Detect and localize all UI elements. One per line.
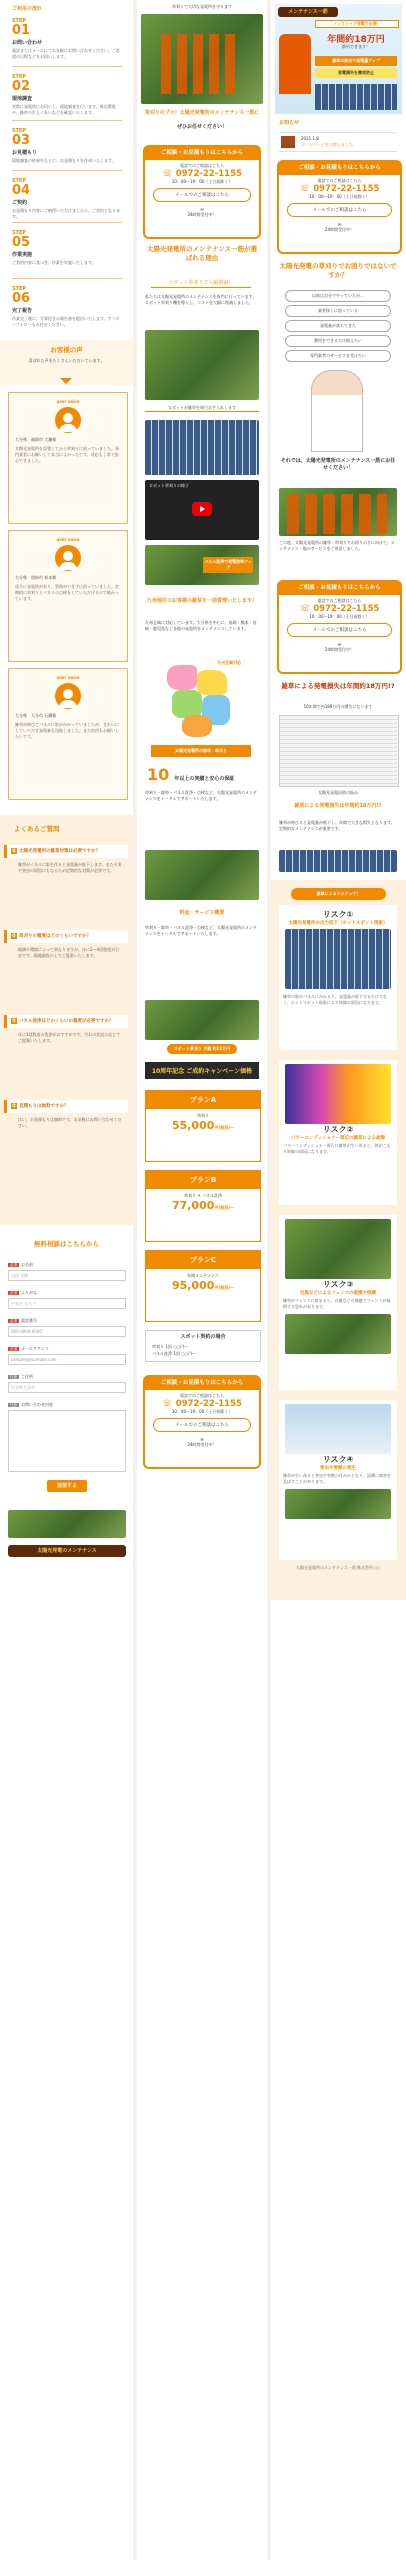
voice-name: 大分県 福岡市 大瀬様: [15, 437, 57, 442]
risk-heading: 雑草によるリスクって？: [291, 888, 386, 900]
tel-hours: 10：00〜19：00（土日祝除く）: [309, 614, 370, 619]
contact-box: [143, 145, 261, 239]
divider: [12, 278, 122, 279]
name-field[interactable]: [8, 1262, 126, 1281]
mail-icon: ✉: [337, 642, 342, 647]
risk-sub: 太陽光発電所の出力低下（ホットスポット現象）: [288, 921, 388, 926]
user-icon: [55, 407, 81, 433]
tel-label: 電話でのご相談はこちら: [317, 598, 362, 603]
voice-head: user voice: [56, 399, 80, 404]
worried-person-illustration: [311, 370, 363, 452]
mail-button[interactable]: メールでのご相談はこちら: [153, 1418, 251, 1432]
voice-head: user voice: [56, 675, 80, 680]
mail-icon: ✉: [337, 222, 342, 227]
column-hero-risks: [271, 0, 406, 2560]
news-article-title: 雑草による発電損失は年間約18万円!?: [281, 682, 395, 690]
contact-box-2: [277, 580, 402, 674]
phone-icon: ☏: [299, 604, 311, 614]
why-title: 太陽光発電所のメンテナンス一筋が選ばれる理由: [147, 245, 257, 262]
required-badge: 必須: [10, 1319, 17, 1323]
step-label: STEP: [12, 286, 27, 292]
faq-item[interactable]: [4, 1100, 128, 1133]
faq-answer: 地域や環境によって異なりますが、年に2〜4回程度が目安です。現地調査の上でご提案いたします。: [18, 947, 120, 958]
site-logo[interactable]: 太陽光発電のメンテナンス: [8, 1545, 126, 1557]
panel-caption: パネル洗浄で発電効率アップ: [203, 557, 253, 573]
newspaper-clipping: [279, 715, 399, 787]
risk-text: パワーコンディショナー周辺に雑草が生い茂ると、熱がこもり故障の原因になります。: [283, 1143, 391, 1154]
field-label: メールアドレス: [21, 1346, 49, 1351]
why-badge: ロボット草刈りで大幅削減！: [151, 280, 251, 288]
hero-badge: ノンストップ発電でお得！: [315, 20, 399, 28]
divider: [12, 170, 122, 171]
site-logo[interactable]: メンテナンス一筋: [278, 7, 338, 17]
optional-badge: 任意: [10, 1375, 17, 1379]
worry-bubble: 専門業者のサービスを受けたい: [285, 350, 391, 362]
thermal-photo: [285, 1064, 391, 1124]
phone-icon: ☏: [299, 184, 311, 194]
contact-box: [277, 160, 402, 254]
hero-tag: 雑草の除去で発電量アップ: [315, 56, 397, 66]
spot-box: [145, 1330, 261, 1362]
address-field[interactable]: [8, 1374, 126, 1393]
user-icon: [55, 683, 81, 709]
risk-card: [279, 905, 397, 1050]
plan-price: 95,000円(税別)〜: [171, 1279, 235, 1292]
worry-bubble: 以前は自分でやっていたが…: [285, 290, 391, 302]
step-number: 06: [12, 291, 31, 306]
step-label: STEP: [12, 74, 27, 80]
staff-photo: [161, 34, 241, 94]
robot-photo: [145, 330, 259, 400]
divider: [12, 120, 122, 121]
q-icon: Q: [12, 848, 16, 853]
risk-title: リスク④: [322, 1455, 354, 1464]
mail-sub: 24時間受付中！: [187, 1442, 217, 1447]
step-desc: ご契約内容に基づき、作業を実施いたします。: [12, 260, 96, 265]
worry-bubble: 発電量が落ちてきた: [285, 320, 391, 332]
plan-a-card: [145, 1090, 261, 1162]
divider: [12, 66, 122, 67]
risk-title: リスク①: [322, 910, 354, 919]
plan-label: 草刈り: [197, 1113, 209, 1118]
spot-title: スポット契約の場合: [180, 1334, 226, 1340]
contact-head: ご相談・お見積もりはこちらから: [279, 162, 400, 175]
faq-answer: 年に1回程度の洗浄がおすすめです。汚れの状況に応じてご提案いたします。: [18, 1032, 121, 1043]
risk-sub: 台風などによるフェンスの破損や倒壊: [299, 1291, 377, 1296]
worry-title: 太陽光発電の草刈りでお困りではないですか？: [279, 262, 397, 279]
services-heading: 料金・サービス概要: [179, 910, 225, 916]
divider: [12, 222, 122, 223]
risk-text: 雑草の影がパネルにかかると、発電量が低下するだけでなく、ホットスポット現象により故障の原因になります。: [283, 994, 387, 1005]
news-item[interactable]: [279, 132, 397, 152]
step-label: STEP: [12, 178, 27, 184]
contact-head: ご相談・お見積もりはこちらから: [145, 1377, 259, 1390]
robot-price-badge: ロボット草刈り 月額 約11万円: [167, 1044, 237, 1054]
hero-caption: 草刈りで大切な発電所を守ります: [172, 4, 232, 9]
hero-amount: 年間約18万円: [327, 35, 385, 45]
panel-image: [315, 84, 397, 110]
required-badge: 必須: [10, 1347, 17, 1351]
step-desc: 電話またはメールにてお気軽にお問い合わせください。ご希望の日程などをお伺いします。: [12, 48, 120, 59]
fence-photo: [285, 1219, 391, 1279]
plan-label: 草刈り + パネル洗浄: [184, 1193, 222, 1198]
step-desc: 実際に発電所にお伺いし、現地調査を行います。周辺環境や、雑草の生えぐあいなどを確認いたします。: [12, 104, 116, 115]
voice-card: [8, 530, 128, 662]
faq-question: 太陽光発電所の雑草対策は必要ですか？: [19, 849, 100, 854]
service-photo: [145, 850, 259, 900]
step-label: STEP: [12, 128, 27, 134]
field-label: お名前: [21, 1262, 33, 1267]
solve-title: それでは、太陽光発電所のメンテナンス一筋にお任せください！: [280, 458, 396, 471]
step-title: 作業実施: [12, 252, 33, 258]
step-title: 完了報告: [12, 308, 33, 314]
news-title: お知らせ: [279, 120, 299, 126]
hero-banner: [275, 4, 402, 114]
email-input[interactable]: sample@example.com: [8, 1354, 126, 1365]
faq-item[interactable]: [4, 930, 128, 963]
campaign-banner[interactable]: 10周年記念 ご成約キャンペーン価格: [145, 1062, 259, 1079]
voice-text: 太陽光発電所を設置してから草刈りに困っていました。専門業者にお願いして本当によかったです。対応も丁寧で安心できました。: [15, 446, 119, 463]
faq-question: パネル洗浄はどのくらいの頻度が必要ですか？: [19, 1019, 114, 1024]
step-02: [12, 74, 122, 116]
step-01: [12, 18, 122, 60]
risk-title: リスク②: [322, 1125, 354, 1134]
voice-head: user voice: [56, 537, 80, 542]
contact-head: ご相談・お見積もりはこちらから: [145, 147, 259, 160]
video-player[interactable]: [145, 480, 259, 540]
step-title: お問い合わせ: [12, 40, 43, 46]
plan-price: 55,000円(税別)〜: [171, 1119, 235, 1132]
plan-label: 年間メンテナンス: [187, 1273, 219, 1278]
fence-photo-2: [285, 1314, 391, 1354]
message-textarea[interactable]: [8, 1410, 126, 1472]
voice-name: 大分県 別府市 杉本様: [15, 575, 57, 580]
team-photo: [279, 488, 397, 536]
faq-item[interactable]: [4, 1015, 128, 1048]
flow-title: ご利用の流れ: [12, 6, 43, 12]
tel-label: 電話でのご相談はこちら: [180, 1393, 224, 1398]
q-icon: Q: [12, 933, 16, 938]
step-number: 05: [12, 235, 31, 250]
step-label: STEP: [12, 18, 27, 24]
step-desc: 現地調査の結果をもとに、お見積もりを作成いたします。: [12, 158, 116, 163]
plan-b-card: [145, 1170, 261, 1242]
risk-title: リスク③: [322, 1280, 354, 1289]
faq-question: 見積もりは無料ですか？: [19, 1104, 69, 1109]
optional-badge: 任意: [10, 1403, 17, 1407]
map-caption: 九州全域対応: [217, 660, 241, 665]
faq-question: 草刈りの頻度はどのくらいですか？: [19, 934, 91, 939]
required-badge: 必須: [10, 1263, 17, 1267]
risk-text: 雑草が生い茂ると害虫や害獣の住みかとなり、設備に被害を及ぼすことがあります。: [283, 1473, 391, 1484]
tel-label: 電話でのご相談はこちら: [317, 178, 362, 183]
step-06: [12, 286, 122, 328]
article-text: 雑草が伸びると発電量が低下し、年間で大きな損失となります。定期的なメンテナンスが重要です。: [279, 820, 395, 831]
voice-text: 遠方に発電所があり、管理ができずに困っていました。定期的に草刈りとパネルの点検をしていただけるので助かっています。: [15, 584, 119, 601]
phone-field[interactable]: [8, 1318, 126, 1337]
tel-hours: 10：00〜19：00（土日祝除く）: [171, 179, 233, 184]
hero-amount-sub: 節約できます！: [342, 44, 370, 49]
news-thumbnail: [281, 136, 295, 148]
form-heading: 無料相談はこちらから: [34, 1240, 99, 1248]
play-icon[interactable]: [192, 502, 212, 516]
robot-caption: ロボットが雑草を毎日お手入れします: [145, 405, 259, 412]
voices-sub: 喜ばれた声をたくさんいただいています。: [28, 358, 105, 363]
solve-text: この度、太陽光発電所の雑草・草刈りでお困りの方に向けて、メンテナンス一筋のサービスをご用意しました。: [279, 540, 395, 551]
field-label: ご住所: [21, 1374, 33, 1379]
kyushu-title: 九州地区のお客様の雑草を一括管理いたします！: [146, 598, 257, 604]
tel-number[interactable]: ☏ 0972-22-1155: [299, 184, 380, 194]
q-icon: Q: [12, 1103, 16, 1108]
mail-button[interactable]: メールでのご相談はこちら: [153, 188, 251, 202]
column-flow-voices-faq: [0, 0, 133, 2560]
mail-sub: 24時間受付中！: [324, 647, 355, 652]
hero-sub2: ぜひお任せください！: [176, 124, 227, 130]
voice-card: [8, 392, 128, 524]
risk-card: [279, 1215, 397, 1390]
risk-card: [279, 1400, 397, 1560]
risk-card: [279, 1060, 397, 1205]
voice-card: [8, 668, 128, 800]
risk-sub: パワーコンディショナー周辺の雑草による故障: [290, 1136, 386, 1141]
spot-item: パネル洗浄 1回 ○○円〜: [152, 1351, 197, 1356]
voice-text: 雑草が伸びてパネルに影がかかっていましたが、きれいにしていただき発電量も回復しました。また次回もお願いしたいです。: [15, 722, 119, 739]
panel-photo: [145, 420, 259, 475]
plan-name: プランA: [146, 1091, 260, 1109]
step-05: [12, 230, 122, 266]
plan-c-card: [145, 1250, 261, 1322]
required-badge: 必須: [10, 1291, 17, 1295]
user-icon: [55, 545, 81, 571]
address-input[interactable]: 大分県大分市: [8, 1382, 126, 1393]
column-reasons-pricing: [137, 0, 267, 2560]
step-title: 現地調査: [12, 96, 33, 102]
submit-button[interactable]: 送信する: [47, 1480, 87, 1492]
step-number: 03: [12, 133, 31, 148]
voices-header: [0, 340, 133, 385]
step-label: STEP: [12, 230, 27, 236]
tel-hours: 10：00〜19：00（土日祝除く）: [171, 1409, 233, 1414]
news-article-sub: 10年間で約180万円の損失になります: [303, 704, 373, 709]
step-03: [12, 128, 122, 164]
contact-head: ご相談・お見積もりはこちらから: [279, 582, 400, 595]
field-label: 電話番号: [21, 1318, 37, 1323]
step-number: 02: [12, 79, 31, 94]
kana-field[interactable]: [8, 1290, 126, 1309]
kana-input[interactable]: やまだ たろう: [8, 1298, 126, 1309]
voice-name: 大分県 大分市 石橋様: [15, 713, 57, 718]
step-number: 01: [12, 23, 31, 38]
kyushu-map: [157, 660, 247, 740]
mail-icon: ✉: [200, 207, 204, 212]
news-text: ホームページを公開しました。: [301, 142, 357, 147]
step-desc: 作業完了後に、写真付きの報告書を提出いたします。アフターフォローもお任せください。: [12, 316, 120, 327]
mail-sub: 24時間受付中！: [324, 227, 355, 232]
step-title: ご契約: [12, 200, 28, 206]
phone-input[interactable]: 000-0000-0000: [8, 1326, 126, 1337]
message-field[interactable]: [8, 1402, 126, 1472]
faq-item[interactable]: [4, 845, 128, 878]
faq-heading: よくあるご質問: [14, 825, 60, 833]
q-icon: Q: [12, 1018, 16, 1023]
arrow-down-icon: [60, 378, 72, 384]
tel-label: 電話でのご相談はこちら: [180, 163, 224, 168]
robot-banner: [145, 545, 259, 585]
contact-box-2: [143, 1375, 261, 1469]
mascot-image: [279, 34, 311, 94]
step-title: お見積もり: [12, 150, 38, 156]
worry-bubble: 業者探しに困っている: [285, 305, 391, 317]
years-badge: 10 年以上の実績と安心の保証: [147, 765, 235, 784]
plan-name: プランB: [146, 1171, 260, 1189]
hero-tag2: 発電損失を徹底防止: [315, 68, 397, 78]
email-field[interactable]: [8, 1346, 126, 1365]
service-intro: 草刈り・除草・パネル洗浄・点検など、太陽光発電所のメンテナンスをトータルでサポートいたします。: [145, 790, 257, 801]
tel-number[interactable]: ☏ 0972-22-1155: [299, 604, 380, 614]
hero-image: [141, 14, 263, 104]
faq-answer: 雑草がパネルに影を作ると発電量が低下します。また火災や害虫の原因にもなるため定期的な対策が必要です。: [18, 862, 122, 873]
voices-heading: お客様の声: [50, 346, 83, 354]
mail-sub: 24時間受付中！: [187, 212, 217, 217]
worry-bubble: 費用をできるだけ抑えたい: [285, 335, 391, 347]
panel-strip: [279, 850, 397, 872]
spot-item: 草刈り 1回 ○○円〜: [152, 1344, 189, 1349]
mail-button[interactable]: メールでのご相談はこちら: [287, 203, 392, 217]
risk-text: 雑草がフェンスに絡まると、台風などの強風でフェンスが破損する恐れがあります。: [283, 1298, 391, 1309]
banner-image[interactable]: [8, 1510, 126, 1538]
area-banner: 太陽光発電所の雑草・草刈り: [151, 745, 251, 757]
step-04: [12, 178, 122, 220]
article-caption: 太陽光発電投資の悩み: [318, 790, 358, 795]
robot-photo-2: [145, 1000, 259, 1040]
faq-answer: はい、お見積もりは無料です。お気軽にお問い合わせください。: [18, 1117, 122, 1128]
footer-text: 太陽光発電所のメンテナンス一筋 株式会社○○: [296, 1565, 380, 1570]
news-date: 2021.1.8: [301, 136, 319, 141]
plan-price: 77,000円(税別)〜: [171, 1199, 235, 1212]
risk-sub: 害虫や害獣の発生: [320, 1466, 356, 1471]
name-input[interactable]: 山田 太郎: [8, 1270, 126, 1281]
risk-photo: [285, 929, 391, 989]
tel-hours: 10：00〜19：00（土日祝除く）: [309, 194, 370, 199]
mail-icon: ✉: [200, 1437, 204, 1442]
tel-number[interactable]: ☏ 0972-22-1155: [162, 169, 242, 179]
plan-name: プランC: [146, 1251, 260, 1269]
mail-button[interactable]: メールでのご相談はこちら: [287, 623, 392, 637]
article-heading: 雑草による発電損失は年間約18万円!?: [294, 803, 382, 809]
kyushu-text: 九州全域に対応しています。大分県を中心に、福岡・熊本・宮崎・鹿児島など各地の発電所をメンテナンスしています。: [145, 620, 257, 631]
field-label: お問い合わせ内容: [21, 1402, 53, 1407]
why-text: 私たちは太陽光発電所のメンテナンスを専門に行っています。ロボット草刈り機を導入し、コストを大幅に削減しました。: [145, 294, 257, 305]
phone-icon: ☏: [162, 169, 173, 179]
phone-icon: ☏: [162, 1399, 173, 1409]
step-number: 04: [12, 183, 31, 198]
field-label: ふりがな: [21, 1290, 37, 1295]
tel-number[interactable]: ☏ 0972-22-1155: [162, 1399, 242, 1409]
services-text: 草刈り・除草・パネル洗浄・点検など、太陽光発電所のメンテナンスをトータルでサポートいたします。: [145, 925, 257, 936]
video-title: ロボット草刈りの様子: [149, 483, 189, 488]
step-desc: お見積もり内容にご納得いただけましたら、ご契約となります。: [12, 208, 120, 219]
hero-sub: 草刈りのプロ！太陽光発電所のメンテナンス一筋に: [144, 110, 260, 116]
pest-photo-2: [285, 1489, 391, 1519]
pest-photo: [285, 1404, 391, 1454]
